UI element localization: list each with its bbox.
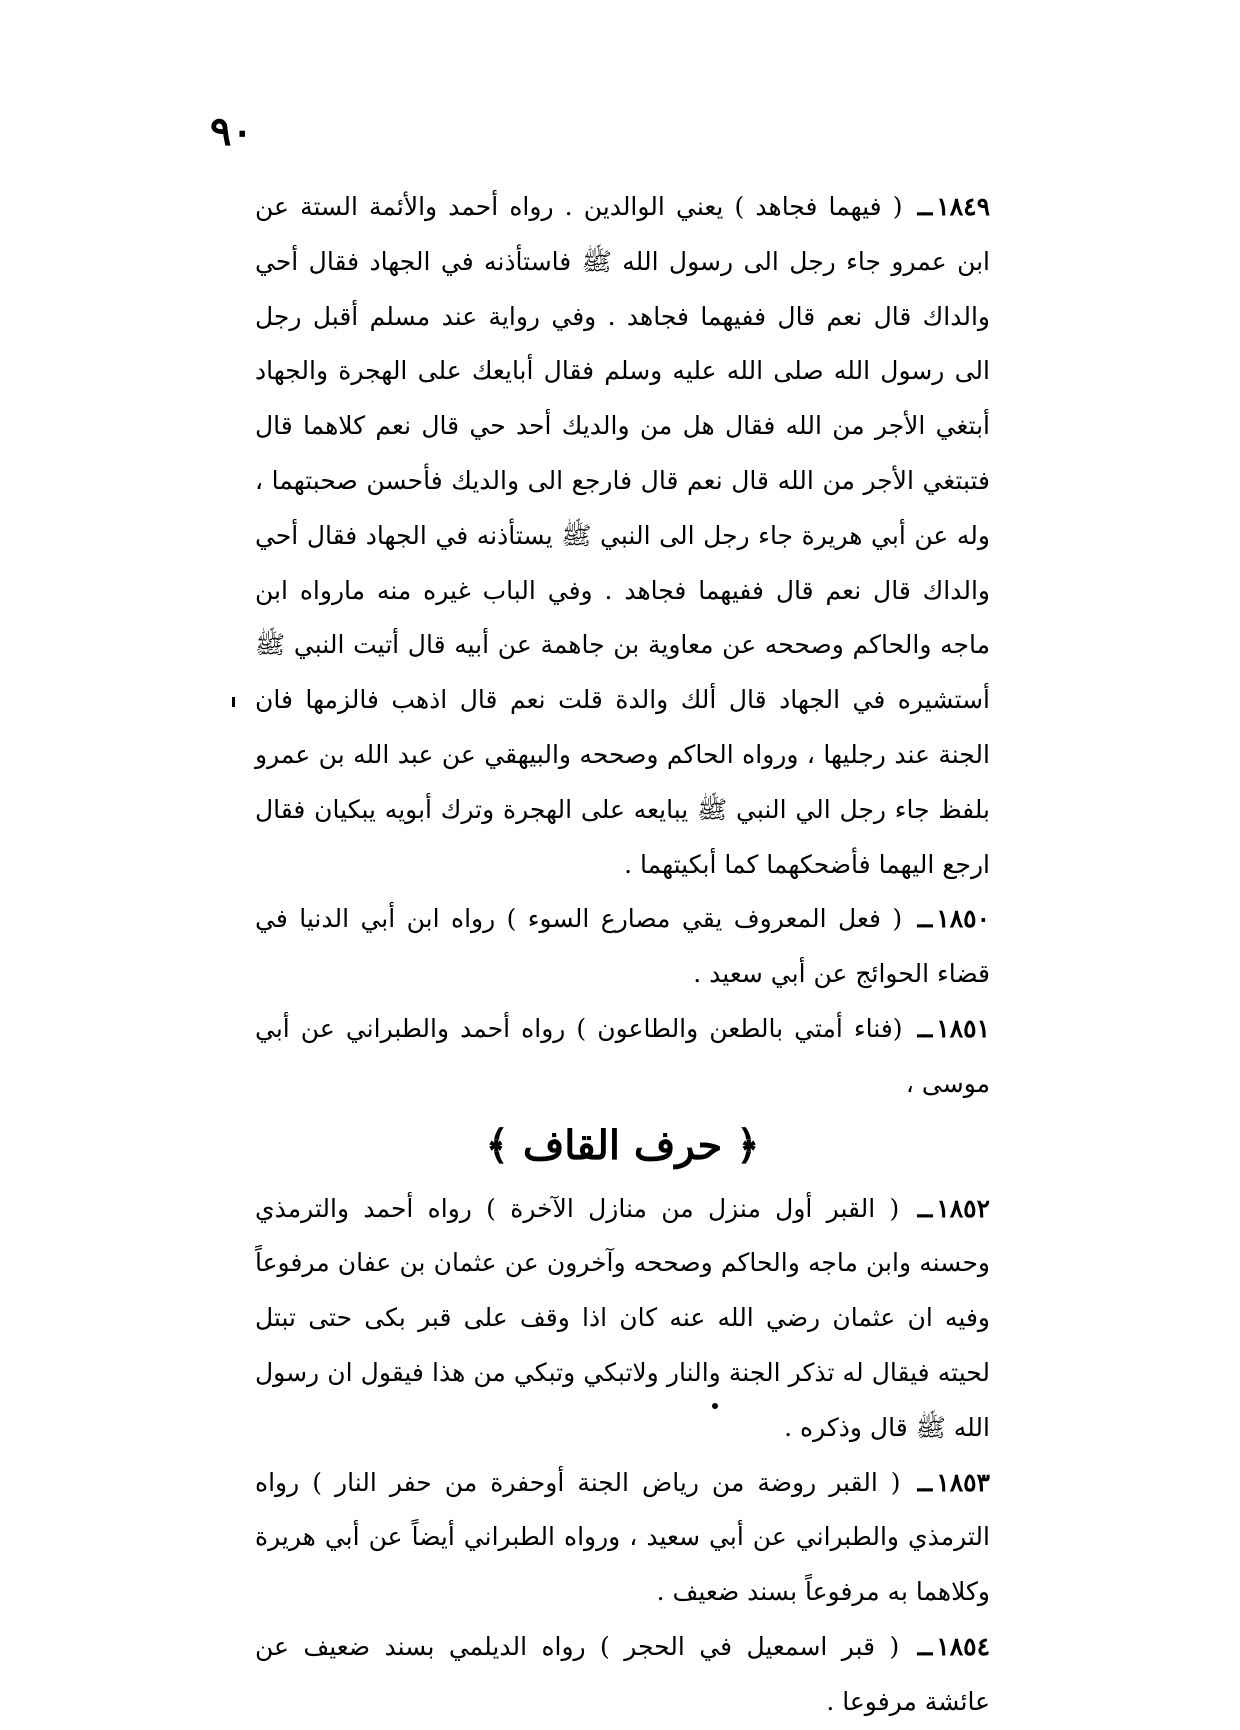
- entry-dash: ــ: [917, 1631, 933, 1661]
- hadith-entry-1851: [255, 1002, 990, 1112]
- entry-text: ( فعل المعروف يقي مصارع السوء ) رواه ابن أبي الدنيا في قضاء الحوائج عن أبي سعيد .: [255, 904, 990, 989]
- hadith-entry-1850: [255, 892, 990, 1002]
- entry-text: ( القبر روضة من رياض الجنة أوحفرة من حفر النار ) رواه الترمذي والطبراني عن أبي سعيد ، ورواه الطبراني أيضاً عن أبي هريرة وكلاهما به مرفوعاً بسند ضعيف .: [255, 1467, 990, 1607]
- hadith-entry-1854: [255, 1620, 990, 1730]
- entry-number: ١٨٥٢: [936, 1193, 990, 1223]
- page-body: [255, 180, 990, 1730]
- section-header-qaf: [255, 1116, 990, 1176]
- entry-dash: ــ: [917, 904, 933, 934]
- entry-dash: ــ: [917, 1013, 933, 1043]
- entry-text: ( فيهما فجاهد ) يعني الوالدين . رواه أحمد والأئمة الستة عن ابن عمرو جاء رجل الى رسول الله ﷺ فاستأذنه في الجهاد فقال أحي والداك قال نعم قال ففيهما فجاهد . وفي رواية عند مسلم أقبل رجل الى رسول الله صلى الله عليه وسلم فقال أبايعك على الهجرة والجهاد أبتغي الأجر من الله فقال هل من والديك أحد حي قال نعم كلاهما قال فتبتغي الأجر من الله قال نعم قال فارجع الى والديك فأحسن صحبتهما ، وله عن أبي هريرة جاء رجل الى النبي ﷺ يستأذنه في الجهاد فقال أحي والداك قال نعم قال ففيهما فجاهد . وفي الباب غيره منه مارواه ابن ماجه والحاكم وصححه عن معاوية بن جاهمة عن أبيه قال أتيت النبي ﷺ أستشيره في الجهاد قال ألك والدة قلت نعم قال اذهب فالزمها فان الجنة عند رجليها ، ورواه الحاكم وصححه والبيهقي عن عبد الله بن عمرو بلفظ جاء رجل الي النبي ﷺ يبايعه على الهجرة وترك أبويه يبكيان فقال ارجع اليهما فأضحكهما كما أبكيتهما .: [255, 192, 990, 879]
- entry-number: ١٨٥٣: [936, 1467, 990, 1497]
- entry-dash: ــ: [917, 1193, 933, 1223]
- entry-text: ( قبر اسمعيل في الحجر ) رواه الديلمي بسند ضعيف عن عائشة مرفوعا .: [255, 1631, 990, 1716]
- margin-mark: [232, 697, 235, 707]
- ornate-bracket-open: ﴿: [736, 1121, 760, 1169]
- hadith-entry-1852: [255, 1182, 990, 1456]
- entry-number: ١٨٥٠: [936, 904, 990, 934]
- entry-text: ( القبر أول منزل من منازل الآخرة ) رواه أحمد والترمذي وحسنه وابن ماجه والحاكم وصححه وآخرون عن عثمان بن عفان مرفوعاً وفيه ان عثمان رضي الله عنه كان اذا وقف على قبر بكى حتى تبتل لحيته فيقال له تذكر الجنة والنار ولاتبكي وتبكي من هذا فيقول ان رسول الله ﷺ قال وذكره .: [255, 1193, 990, 1442]
- entry-text: (فناء أمتي بالطعن والطاعون ) رواه أحمد والطبراني عن أبي موسى ،: [255, 1013, 990, 1098]
- entry-number: ١٨٥١: [936, 1013, 990, 1043]
- entry-number: ١٨٥٤: [936, 1631, 990, 1661]
- hadith-entry-1849: [255, 180, 990, 892]
- entry-dash: ــ: [917, 192, 933, 221]
- ornate-bracket-close: ﴾: [485, 1121, 509, 1169]
- entry-dash: ــ: [917, 1467, 933, 1497]
- entry-number: ١٨٤٩: [936, 192, 990, 221]
- hadith-entry-1853: [255, 1456, 990, 1620]
- page-number: ٩٠: [210, 108, 253, 155]
- section-title: حرف القاف: [522, 1121, 723, 1169]
